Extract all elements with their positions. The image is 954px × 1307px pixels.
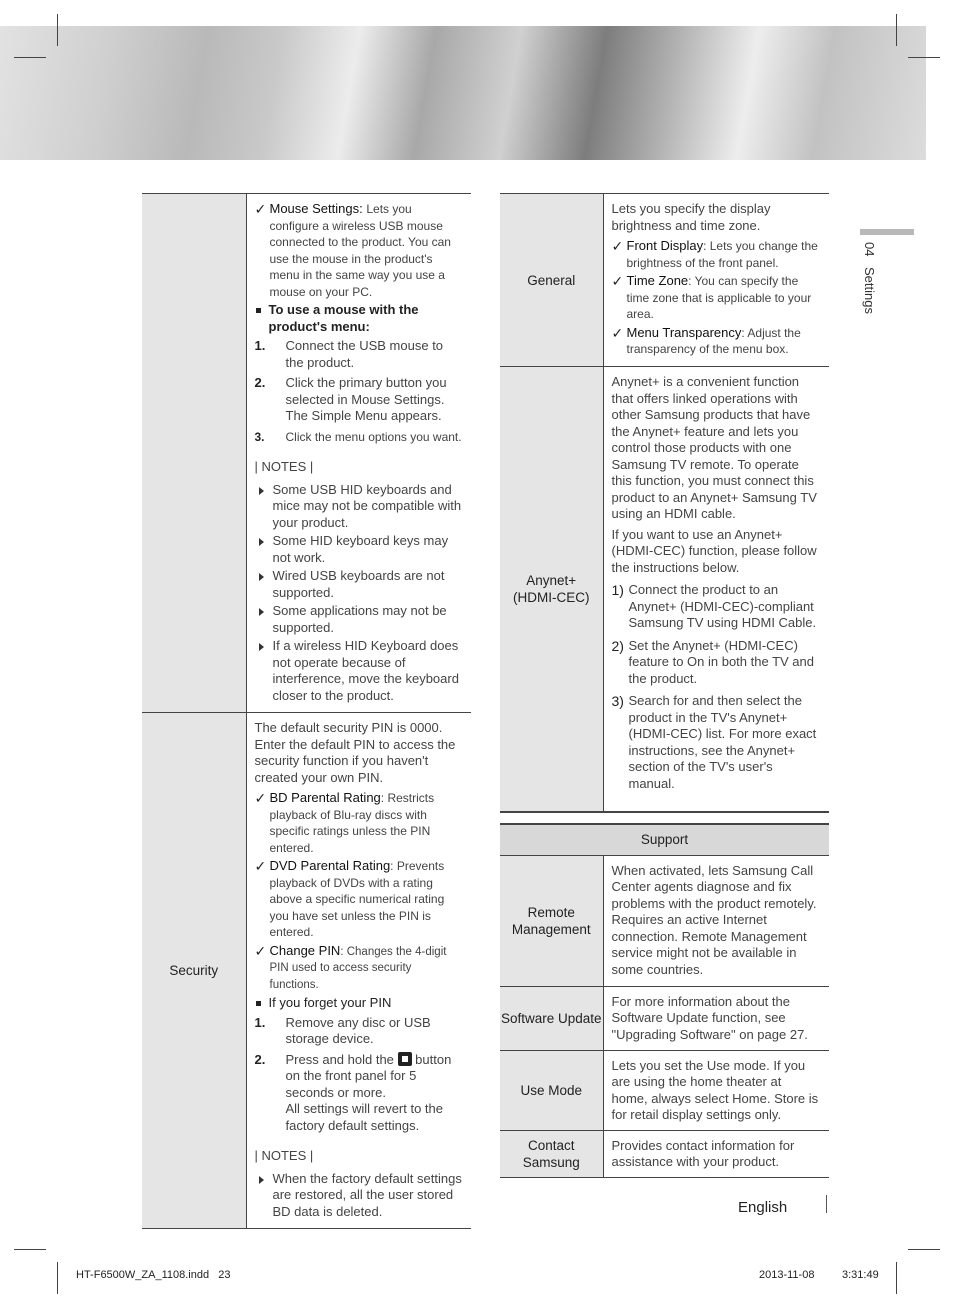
step-text: Click the menu options you want. — [285, 429, 462, 444]
row-label-security: Security — [142, 713, 246, 1229]
item-title: Mouse Settings: — [269, 201, 363, 216]
anynet-instructions: If you want to use an Anynet+ (HDMI-CEC) function, please follow the instructions below. — [611, 526, 817, 575]
crop-mark — [14, 1249, 46, 1250]
row-text: Lets you set the Use mode. If you are using the home theater at home, always select Home. Store is for retail display settings only. — [611, 1057, 819, 1122]
table-row — [142, 194, 471, 713]
item-text: : Adjust the transparency of the menu box. — [626, 325, 801, 356]
table-row — [500, 194, 829, 367]
step-number: 1. — [254, 338, 266, 353]
crop-mark — [896, 1262, 897, 1294]
list-item — [612, 638, 822, 688]
slug-file: HT-F6500W_ZA_1108.indd 23 — [76, 1269, 231, 1281]
slug-date: 2013-11-08 — [759, 1269, 815, 1281]
row-label: Contact Samsung — [500, 1130, 603, 1177]
item-text: : Prevents playback of DVDs with a rating above a specific numerical rating you have set unless the PIN is entered. — [269, 859, 445, 939]
slug-time: 3:31:49 — [842, 1269, 879, 1281]
step-number: 3) — [611, 693, 624, 709]
row-label: Software Update — [500, 986, 603, 1050]
table-row — [500, 1050, 829, 1130]
item-title: Change PIN — [269, 942, 341, 958]
note-item: Some HID keyboard keys may not work. — [255, 533, 464, 566]
support-heading-row — [500, 824, 829, 856]
crop-mark — [908, 57, 940, 58]
list-item — [255, 1052, 464, 1135]
chapter-tab-bar — [860, 229, 914, 235]
item-text: : Restricts playback of Blu-ray discs with specific ratings unless the PIN entered. — [269, 791, 435, 855]
item-text: Lets you configure a wireless USB mouse connected to the product. You can use the mouse in the product's menu in the same way you use a mouse on your PC. — [269, 202, 451, 299]
table-row — [500, 1130, 829, 1177]
chapter-number: 04 — [862, 242, 877, 257]
item-title: Front Display — [626, 238, 704, 253]
row-text: When activated, lets Samsung Call Center agents diagnose and fix problems with the product remotely. Requires an active Internet connection. Remote Management service might not be available in some countries. — [611, 862, 817, 977]
step-text: Press and hold the — [285, 1051, 394, 1067]
list-item — [255, 1015, 464, 1048]
row-label: Use Mode — [500, 1050, 603, 1130]
anynet-cell — [603, 367, 829, 812]
mouse-settings-cell — [246, 194, 471, 713]
notes-heading: | NOTES | — [254, 1148, 314, 1163]
item-title: BD Parental Rating — [269, 790, 381, 805]
row-text: For more information about the Software Update function, see "Upgrading Software" on page 27. — [611, 993, 808, 1042]
left-settings-table — [142, 193, 471, 1229]
label-line: Anynet+ — [526, 572, 577, 588]
step-text: Connect the product to an Anynet+ (HDMI-CEC)-compliant Samsung TV using HDMI Cable. — [628, 582, 817, 630]
crop-mark — [896, 14, 897, 46]
stop-button-icon — [398, 1052, 412, 1066]
row-label-anynet — [500, 367, 603, 812]
security-item — [255, 858, 464, 941]
list-item — [255, 338, 464, 371]
notes-heading: | NOTES | — [254, 459, 314, 474]
note-item: When the factory default settings are restored, all the user stored BD data is deleted. — [255, 1171, 464, 1221]
footer-language: English — [738, 1199, 788, 1216]
item-title: DVD Parental Rating — [269, 858, 391, 873]
step-number: 2. — [254, 1051, 266, 1067]
row-label — [142, 194, 246, 713]
step-text: Click the primary button you selected in Mouse Settings. The Simple Menu appears. — [285, 375, 447, 423]
note-item: Some applications may not be supported. — [255, 603, 464, 636]
crop-mark — [57, 14, 58, 46]
step-text: button on the front panel for 5 seconds or more. — [285, 1051, 452, 1100]
item-text: : You can specify the time zone that is applicable to your area. — [626, 274, 812, 321]
security-cell — [246, 713, 471, 1229]
right-settings-table — [500, 193, 829, 1178]
table-gap — [500, 812, 829, 824]
note-item: Wired USB keyboards are not supported. — [255, 568, 464, 601]
table-row — [142, 713, 471, 1229]
table-row — [500, 855, 829, 986]
item-text: : Lets you change the brightness of the front panel. — [626, 239, 818, 270]
crop-mark — [908, 1249, 940, 1250]
list-item — [612, 582, 822, 632]
label-line: (HDMI-CEC) — [513, 589, 590, 605]
security-intro: The default security PIN is 0000. Enter the default PIN to access the security function if you haven't created your own PIN. — [254, 720, 456, 785]
step-text: Remove any disc or USB storage device. — [285, 1014, 431, 1046]
item-title: Menu Transparency — [626, 324, 742, 340]
security-item — [255, 790, 464, 856]
table-row — [500, 367, 829, 812]
anynet-description: Anynet+ is a convenient function that offers linked operations with other Samsung products that have the Anynet+ feature and lets you control those products with one Samsung TV remote. To operate this function, you must connect this product to an Anynet+ Samsung TV using an HDMI cable. — [611, 374, 817, 521]
step-text: Set the Anynet+ (HDMI-CEC) feature to On in both the TV and the product. — [628, 637, 814, 686]
row-label: Remote Management — [500, 855, 603, 986]
section-heading: Support — [500, 824, 829, 856]
table-row — [500, 986, 829, 1050]
header-banner — [0, 26, 926, 160]
general-item — [612, 325, 822, 358]
step-text: Search for and then select the product in the TV's Anynet+ (HDMI-CEC) list. For more exact instructions, see the Anynet+ section of the TV's user's manual. — [628, 693, 817, 791]
general-item — [612, 238, 822, 271]
step-number: 1) — [611, 582, 624, 598]
step-number: 2. — [254, 375, 266, 390]
list-item — [255, 429, 464, 446]
item-text: : Changes the 4-digit PIN used to access security functions. — [269, 945, 447, 991]
item-title: Time Zone — [626, 273, 689, 288]
forget-pin-heading: If you forget your PIN — [255, 995, 464, 1012]
crop-mark — [57, 1262, 58, 1294]
crop-mark — [14, 57, 46, 58]
chapter-label: Settings — [862, 267, 877, 315]
list-item — [255, 375, 464, 425]
note-item: Some USB HID keyboards and mice may not be compatible with your product. — [255, 482, 464, 532]
row-label-general: General — [500, 194, 603, 367]
step-text: All settings will revert to the factory default settings. — [285, 1101, 444, 1133]
step-number: 3. — [254, 429, 265, 444]
step-number: 1. — [254, 1014, 266, 1030]
step-number: 2) — [611, 637, 624, 654]
list-item — [612, 693, 822, 792]
general-intro: Lets you specify the display brightness and time zone. — [611, 201, 771, 233]
security-item — [255, 943, 464, 994]
mouse-settings-item — [255, 201, 464, 300]
to-use-heading: To use a mouse with the product's menu: — [255, 302, 464, 335]
general-item — [612, 273, 822, 323]
general-cell — [603, 194, 829, 367]
chapter-tab — [862, 242, 877, 314]
row-text: Provides contact information for assistance with your product. — [611, 1137, 795, 1169]
footer-divider — [826, 1195, 827, 1213]
step-text: Connect the USB mouse to the product. — [285, 338, 444, 370]
note-item: If a wireless HID Keyboard does not operate because of interference, move the keyboard closer to the product. — [255, 638, 464, 704]
